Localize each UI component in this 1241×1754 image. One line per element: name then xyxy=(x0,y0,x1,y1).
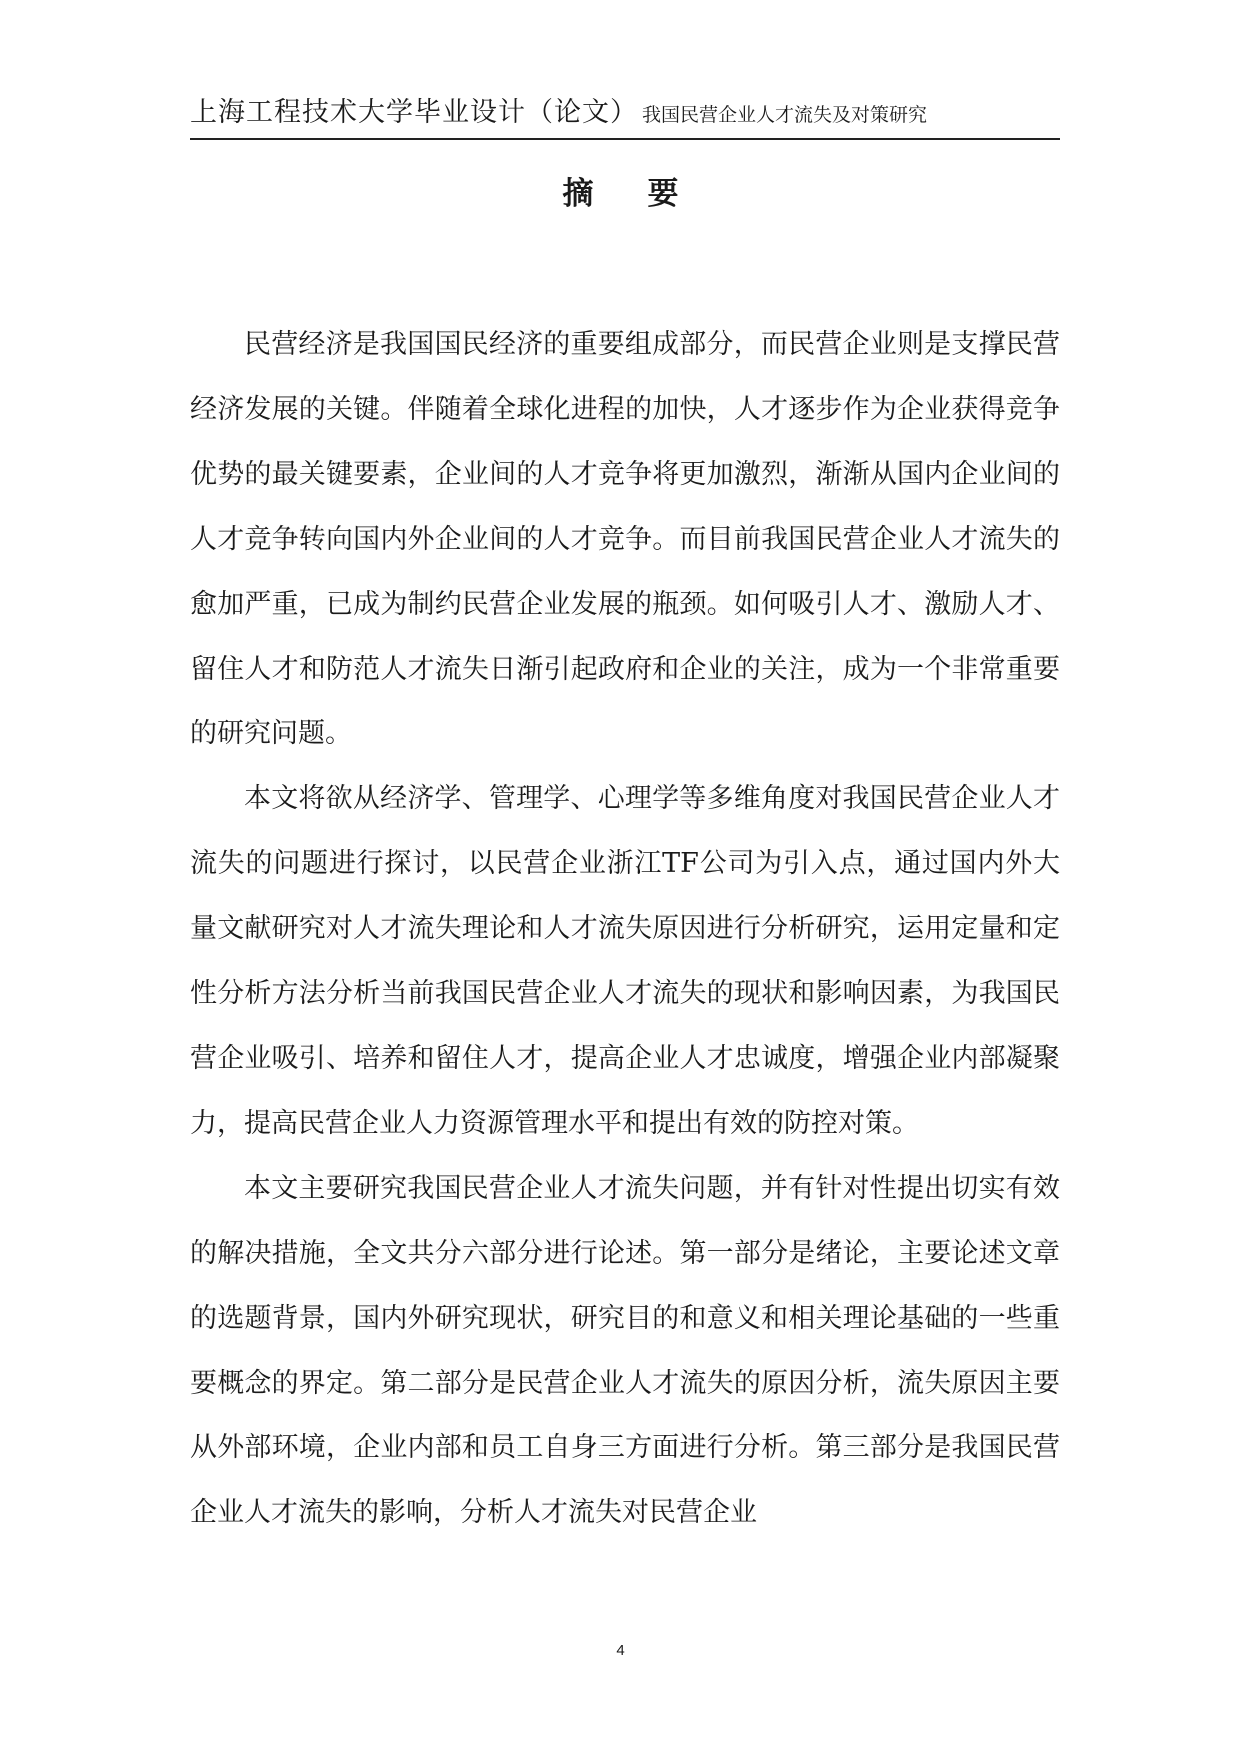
page-header xyxy=(190,92,1060,140)
paragraph-1: 民营经济是我国国民经济的重要组成部分，而民营企业则是支撑民营经济发展的关键。伴随着全球化进程的加快，人才逐步作为企业获得竞争优势的最关键要素，企业间的人才竞争将更加激烈，渐渐从国内企业间的人才竞争转向国内外企业间的人才竞争。而目前我国民营企业人才流失的愈加严重，已成为制约民营企业发展的瓶颈。如何吸引人才、激励人才、留住人才和防范人才流失日渐引起政府和企业的关注，成为一个非常重要的研究问题。 xyxy=(190,329,1060,750)
header-topic: 我国民营企业人才流失及对策研究 xyxy=(642,104,928,126)
header-thesis-title: 上海工程技术大学毕业设计（论文） xyxy=(190,97,638,128)
paragraph-3: 本文主要研究我国民营企业人才流失问题，并有针对性提出切实有效的解决措施，全文共分六部分进行论述。第一部分是绪论，主要论述文章的选题背景，国内外研究现状，研究目的和意义和相关理论基础的一些重要概念的界定。第二部分是民营企业人才流失的原因分析，流失原因主要从外部环境，企业内部和员工自身三方面进行分析。第三部分是我国民营企业人才流失的影响，分析人才流失对民营企业 xyxy=(190,1172,1060,1529)
page-number: 4 xyxy=(616,1642,625,1659)
abstract-title: 摘要 xyxy=(562,176,733,212)
paragraph-2: 本文将欲从经济学、管理学、心理学等多维角度对我国民营企业人才流失的问题进行探讨，以民营企业浙江TF公司为引入点，通过国内外大量文献研究对人才流失理论和人才流失原因进行分析研究，运用定量和定性分析方法分析当前我国民营企业人才流失的现状和影响因素，为我国民营企业吸引、培养和留住人才，提高企业人才忠诚度，增强企业内部凝聚力，提高民营企业人力资源管理水平和提出有效的防控对策。 xyxy=(190,783,1060,1139)
abstract-body xyxy=(190,313,1060,1546)
